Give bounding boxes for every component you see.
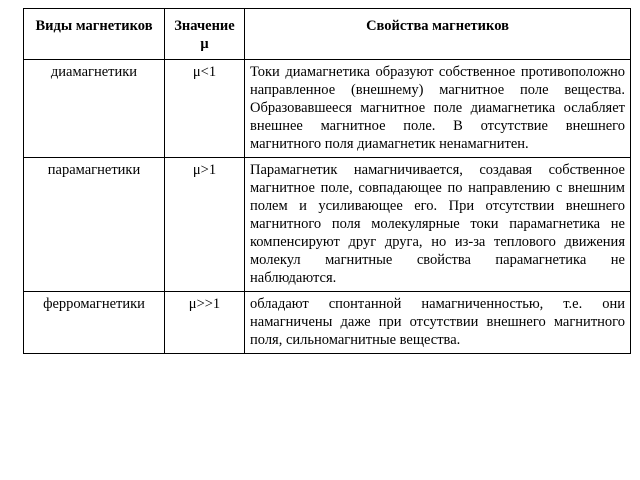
cell-kind: ферромагнетики (24, 292, 165, 354)
cell-properties: обладают спонтанной намагниченностью, т.е. они намагничены даже при отсутствии внешнего магнитного поля, сильномагнитные вещества. (245, 292, 631, 354)
cell-properties: Токи диамагнетика образуют собственное противоположно направленное (внешнему) магнитное поле вещества. Образовавшееся магнитное поле диамагнетика ослабляет внешнее магнитное поле. В отсутствие внешнего магнитного поля диамагнетик ненамагнитен. (245, 60, 631, 158)
header-kind: Виды магнетиков (24, 9, 165, 60)
table-header (24, 9, 631, 60)
table-row (24, 292, 631, 354)
magnetics-table (23, 8, 631, 354)
cell-kind: диамагнетики (24, 60, 165, 158)
cell-mu: μ<1 (165, 60, 245, 158)
header-mu: Значение μ (165, 9, 245, 60)
cell-kind: парамагнетики (24, 158, 165, 292)
table-row (24, 60, 631, 158)
cell-properties: Парамагнетик намагничивается, создавая собственное магнитное поле, совпадающее по направлению с внешним полем и усиливающее его. При отсутствии внешнего магнитного поля молекулярные токи парамагнетика не компенсируют друг друга, но из-за теплового движения молекул магнитные свойства парамагнетика не наблюдаются. (245, 158, 631, 292)
header-row (24, 9, 631, 60)
header-properties: Свойства магнетиков (245, 9, 631, 60)
cell-mu: μ>1 (165, 158, 245, 292)
cell-mu: μ>>1 (165, 292, 245, 354)
table-row (24, 158, 631, 292)
table-body (24, 60, 631, 354)
